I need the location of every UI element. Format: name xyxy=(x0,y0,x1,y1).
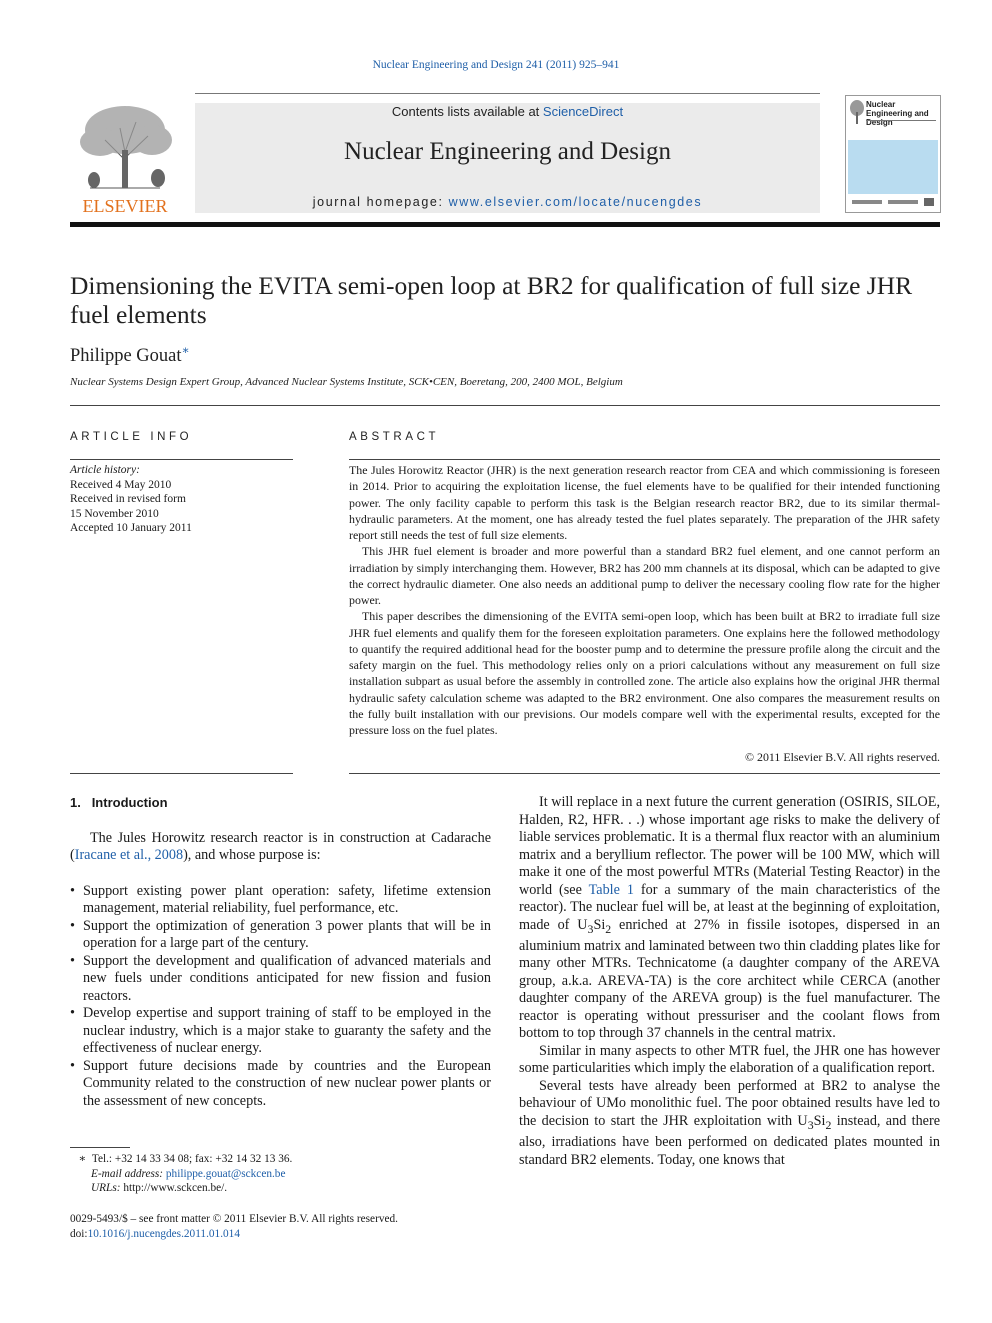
journal-homepage xyxy=(195,195,820,209)
abstract-rule xyxy=(349,459,940,460)
footnote-tel: Tel.: +32 14 33 34 08; fax: +32 14 32 13 36. xyxy=(91,1153,293,1165)
contents-line xyxy=(195,104,820,119)
cover-divider xyxy=(866,120,936,124)
url-text[interactable]: http://www.sckcen.be/. xyxy=(123,1182,228,1194)
elsevier-logo xyxy=(70,100,180,218)
homepage-prefix: journal homepage: xyxy=(312,195,449,209)
abstract-paragraph: This JHR fuel element is broader and more powerful than a standard BR2 fuel element, and one cannot perform an irradiation by simply interchanging them. However, BR2 has 200 mm channels at its disposal, which can be adapted to give the correct hydraulic diameter. One also needs an additional pump to deliver the necessary cooling flow rate for the higher power. xyxy=(349,544,940,607)
history-item: Received 4 May 2010 xyxy=(70,478,172,491)
abstract-body xyxy=(349,462,940,738)
issn-line: 0029-5493/$ – see front matter © 2011 Elsevier B.V. All rights reserved. xyxy=(70,1213,398,1225)
list-item: • Support the development and qualification of advanced materials and new fuels under conditions anticipated for new fission and fusion reactors. xyxy=(70,953,491,1006)
masthead-top-rule xyxy=(195,93,820,94)
author-footnote-mark[interactable]: ∗ xyxy=(181,343,190,357)
cover-blue-panel xyxy=(848,140,938,194)
doi-link[interactable]: 10.1016/j.nucengdes.2011.01.014 xyxy=(87,1227,240,1240)
section-heading xyxy=(70,794,491,812)
history-item: Received in revised form xyxy=(70,493,186,505)
abstract-label: ABSTRACT xyxy=(349,431,440,443)
list-item: • Support future decisions made by countries and the European Community related to the construction of new nuclear power plants or the assessment of new concepts. xyxy=(70,1058,491,1111)
homepage-link[interactable]: www.elsevier.com/locate/nucengdes xyxy=(448,195,703,209)
abstract-paragraph: This paper describes the dimensioning of the EVITA semi-open loop, which has been built at BR2 to irradiate full size JHR fuel elements and qualify them for the foreseen exploitation parameters. One explains here the followed methodology to quantify the required additional head for the booster pump and to determine the pressure profile along the circuit and the safety margin on the fuel. This methodology relies only on a priori calculations without any measurement on full size installation subpart as usual before the assembly in controlled zone. The article also explains how the original JHR thermal hydraulic safety calculation scheme was adapted to the BR2 environment. One also compares the measurement results on the fully built installation with our previsions. Our models compare well with the experimental results, excepted for the pressure loss on the fuel plates. xyxy=(349,609,940,737)
cover-footer-icon xyxy=(848,196,938,210)
author-footnote xyxy=(70,1152,491,1196)
article-title: Dimensioning the EVITA semi-open loop at BR2 for qualification of full size JHR fuel elements xyxy=(70,271,913,329)
masthead-bottom-rule xyxy=(70,222,940,227)
front-matter-footer xyxy=(70,1212,491,1241)
intro-paragraph: The Jules Horowitz research reactor is in construction at Cadarache (Iracane et al., 2008), and whose purpose is: xyxy=(70,829,491,863)
list-item: • Support the optimization of generation 3 power plants that will be in operation for a large part of the century. xyxy=(70,918,491,953)
cover-title: Nuclear Engineering and Design xyxy=(866,100,929,127)
list-item: • Support existing power plant operation: safety, lifetime extension management, material reliability, fuel performance, etc. xyxy=(70,883,491,918)
footnote-rule xyxy=(70,1147,130,1148)
section-title: Introduction xyxy=(91,795,168,810)
doi-label: doi: xyxy=(70,1227,88,1240)
body-left-column xyxy=(70,794,491,1110)
url-label: URLs: xyxy=(91,1182,121,1194)
article-info-label: ARTICLE INFO xyxy=(70,431,193,443)
abstract-bottom-rule xyxy=(349,773,940,774)
contents-prefix: Contents lists available at xyxy=(391,104,543,119)
history-item: Accepted 10 January 2011 xyxy=(70,522,192,534)
footnote-mark: ∗ xyxy=(78,1153,87,1165)
abstract-paragraph: The Jules Horowitz Reactor (JHR) is the next generation research reactor from CEA and which commissioning is foreseen in 2014. Prior to acquiring the exploitation license, the fuel elements have to be qualified for their intended functioning power. The only facility capable to perform this task is the Belgian research reactor BR2, due to its similar thermal-hydraulic parameters. At the moment, one has already tested the fuel plates separately. The preparation of the JHR safety report still needs the test of full size elements. xyxy=(349,463,940,542)
article-history xyxy=(70,463,293,536)
article-info-bottom-rule xyxy=(70,773,293,774)
elsevier-tree-icon xyxy=(70,100,180,218)
list-item: • Develop expertise and support training of staff to be employed in the nuclear industry, which is a major stake to guaranty the safety and the effectiveness of nuclear energy. xyxy=(70,1005,491,1058)
journal-citation[interactable]: Nuclear Engineering and Design 241 (2011) 925–941 xyxy=(372,59,620,71)
history-heading: Article history: xyxy=(70,464,140,476)
history-item: 15 November 2010 xyxy=(70,507,159,520)
body-paragraph: Several tests have already been performed at BR2 to analyse the behaviour of UMo monolithic fuel. The poor obtained results have led to the decision to start the JHR exploitation with $U_3Si_2$ instead, and there also, irradiations have been performed on dedicated plates mounted in standard BR2 elements. Today, one knows that xyxy=(519,1077,940,1168)
section-number: 1. xyxy=(70,795,81,810)
body-right-column xyxy=(519,794,940,1169)
title-rule xyxy=(70,405,940,406)
affiliation: Nuclear Systems Design Expert Group, Advanced Nuclear Systems Institute, SCK•CEN, Boeretang, 200, 2400 MOL, Belgium xyxy=(70,376,623,388)
sciencedirect-link[interactable]: ScienceDirect xyxy=(542,104,624,119)
journal-title: Nuclear Engineering and Design xyxy=(344,138,671,165)
purpose-list xyxy=(70,883,491,1111)
table-link[interactable]: Table 1 xyxy=(588,881,634,898)
author-line xyxy=(70,343,190,367)
email-label: E-mail address: xyxy=(91,1167,164,1180)
abstract-copyright: © 2011 Elsevier B.V. All rights reserved. xyxy=(745,750,940,764)
article-info-rule xyxy=(70,459,293,460)
author-name: Philippe Gouat xyxy=(70,346,182,367)
journal-cover-thumbnail xyxy=(845,95,941,213)
email-link[interactable]: philippe.gouat@sckcen.be xyxy=(165,1167,286,1180)
elsevier-wordmark: ELSEVIER xyxy=(82,196,168,216)
body-paragraph: It will replace in a next future the current generation (OSIRIS, SILOE, Halden, R2, HFR. . .) whose important age risks to make the delivery of liable services problematic. It is a thermal flux reactor with an aluminium matrix and a beryllium reflector. The power will be 100 MW, which will make it one of the most powerful MTRs (Material Testing Reactor) in the world (see Table 1 for a summary of the main characteristics of the reactor). The nuclear fuel will be, at least at the beginning of exploitation, made of $U_3Si_2$ enriched at 27% in fissile isotopes, dispersed in an aluminium matrix and laminated between two thin cladding plates like for many other MTRs. Technicatome (a daughter company of the AREVA group, a.k.a. AREVA-TA) is the core architect while CERCA (another daughter company of the AREVA group) is the fuel manufacturer. The reactor is operating without pressuriser and the coolant flows from bottom to top through 37 channels in the central matrix. xyxy=(519,794,940,1042)
body-paragraph: Similar in many aspects to other MTR fuel, the JHR one has however some particularities which imply the elaboration of a qualification report. xyxy=(519,1042,940,1077)
citation-link[interactable]: Iracane et al., 2008 xyxy=(74,847,184,863)
cover-tree-icon xyxy=(849,98,865,138)
